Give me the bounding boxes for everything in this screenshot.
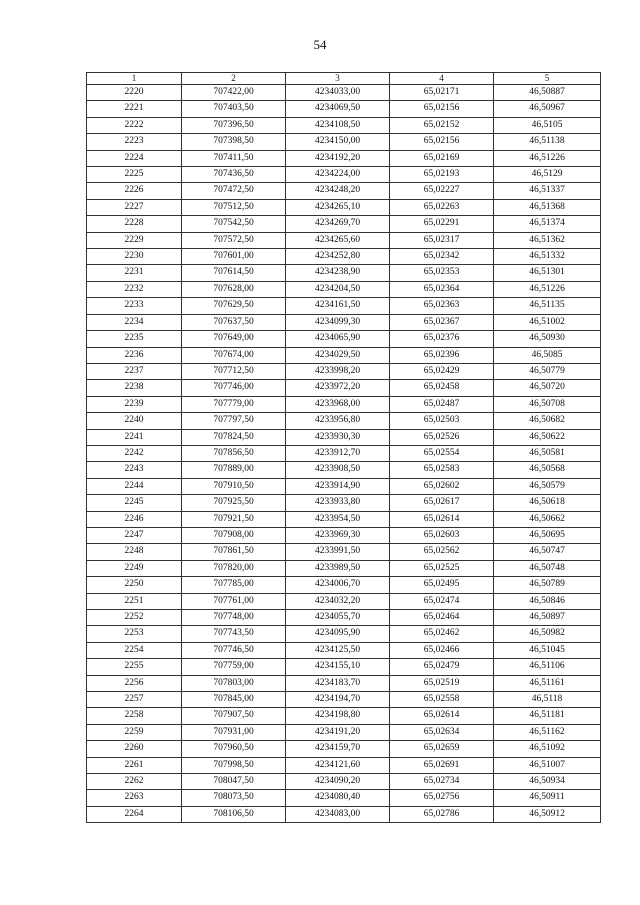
table-row <box>87 675 601 691</box>
longitude-cell: 65,02519 <box>390 675 494 691</box>
coord-y-cell: 4233954,50 <box>286 511 390 527</box>
longitude-cell: 65,02464 <box>390 610 494 626</box>
coord-x-cell: 707889,00 <box>182 462 286 478</box>
latitude-cell: 46,51162 <box>494 724 601 740</box>
table-row <box>87 265 601 281</box>
table-row <box>87 462 601 478</box>
column-header-1: 1 <box>87 73 182 85</box>
coord-x-cell: 707931,00 <box>182 724 286 740</box>
coord-y-cell: 4234204,50 <box>286 281 390 297</box>
longitude-cell: 65,02263 <box>390 199 494 215</box>
point-number-cell: 2245 <box>87 495 182 511</box>
coord-x-cell: 707797,50 <box>182 413 286 429</box>
coord-y-cell: 4234090,20 <box>286 774 390 790</box>
table-row <box>87 527 601 543</box>
point-number-cell: 2249 <box>87 560 182 576</box>
latitude-cell: 46,50748 <box>494 560 601 576</box>
table-row <box>87 544 601 560</box>
point-number-cell: 2230 <box>87 249 182 265</box>
longitude-cell: 65,02376 <box>390 331 494 347</box>
point-number-cell: 2220 <box>87 85 182 101</box>
table-row <box>87 593 601 609</box>
longitude-cell: 65,02169 <box>390 150 494 166</box>
latitude-cell: 46,50846 <box>494 593 601 609</box>
coord-x-cell: 707761,00 <box>182 593 286 609</box>
table-row <box>87 560 601 576</box>
point-number-cell: 2244 <box>87 478 182 494</box>
column-header-4: 4 <box>390 73 494 85</box>
longitude-cell: 65,02562 <box>390 544 494 560</box>
point-number-cell: 2251 <box>87 593 182 609</box>
latitude-cell: 46,50581 <box>494 445 601 461</box>
coord-y-cell: 4233930,30 <box>286 429 390 445</box>
table-header <box>87 73 601 85</box>
longitude-cell: 65,02634 <box>390 724 494 740</box>
coord-y-cell: 4234159,70 <box>286 741 390 757</box>
coord-y-cell: 4233972,20 <box>286 380 390 396</box>
point-number-cell: 2246 <box>87 511 182 527</box>
table-row <box>87 363 601 379</box>
table-row <box>87 101 601 117</box>
point-number-cell: 2248 <box>87 544 182 560</box>
point-number-cell: 2221 <box>87 101 182 117</box>
latitude-cell: 46,51301 <box>494 265 601 281</box>
point-number-cell: 2260 <box>87 741 182 757</box>
table-row <box>87 445 601 461</box>
coord-y-cell: 4233908,50 <box>286 462 390 478</box>
longitude-cell: 65,02691 <box>390 757 494 773</box>
coord-x-cell: 707748,00 <box>182 610 286 626</box>
coord-y-cell: 4234099,30 <box>286 314 390 330</box>
coord-y-cell: 4234029,50 <box>286 347 390 363</box>
coord-y-cell: 4234155,10 <box>286 659 390 675</box>
latitude-cell: 46,50897 <box>494 610 601 626</box>
coord-y-cell: 4234033,00 <box>286 85 390 101</box>
coord-y-cell: 4234269,70 <box>286 216 390 232</box>
coord-x-cell: 707820,00 <box>182 560 286 576</box>
table-row <box>87 150 601 166</box>
coord-x-cell: 707856,50 <box>182 445 286 461</box>
latitude-cell: 46,51002 <box>494 314 601 330</box>
coord-x-cell: 707403,50 <box>182 101 286 117</box>
coord-y-cell: 4234194,70 <box>286 692 390 708</box>
latitude-cell: 46,5118 <box>494 692 601 708</box>
coord-y-cell: 4233969,30 <box>286 527 390 543</box>
point-number-cell: 2252 <box>87 610 182 626</box>
table-row <box>87 511 601 527</box>
longitude-cell: 65,02171 <box>390 85 494 101</box>
latitude-cell: 46,50911 <box>494 790 601 806</box>
coord-x-cell: 707396,50 <box>182 117 286 133</box>
table-row <box>87 347 601 363</box>
coord-x-cell: 707925,50 <box>182 495 286 511</box>
point-number-cell: 2233 <box>87 298 182 314</box>
latitude-cell: 46,5085 <box>494 347 601 363</box>
table-row <box>87 85 601 101</box>
coord-x-cell: 707629,50 <box>182 298 286 314</box>
latitude-cell: 46,50912 <box>494 806 601 822</box>
table-row <box>87 790 601 806</box>
coord-x-cell: 707472,50 <box>182 183 286 199</box>
table-row <box>87 692 601 708</box>
table-row <box>87 314 601 330</box>
point-number-cell: 2237 <box>87 363 182 379</box>
point-number-cell: 2231 <box>87 265 182 281</box>
coord-x-cell: 707572,50 <box>182 232 286 248</box>
point-number-cell: 2242 <box>87 445 182 461</box>
table-row <box>87 134 601 150</box>
coord-x-cell: 707542,50 <box>182 216 286 232</box>
point-number-cell: 2236 <box>87 347 182 363</box>
table-row <box>87 199 601 215</box>
latitude-cell: 46,50934 <box>494 774 601 790</box>
coord-x-cell: 707910,50 <box>182 478 286 494</box>
longitude-cell: 65,02193 <box>390 167 494 183</box>
coord-x-cell: 707921,50 <box>182 511 286 527</box>
point-number-cell: 2234 <box>87 314 182 330</box>
table-row <box>87 117 601 133</box>
point-number-cell: 2259 <box>87 724 182 740</box>
point-number-cell: 2229 <box>87 232 182 248</box>
coord-x-cell: 708073,50 <box>182 790 286 806</box>
table-row <box>87 413 601 429</box>
coord-x-cell: 707601,00 <box>182 249 286 265</box>
longitude-cell: 65,02462 <box>390 626 494 642</box>
coord-x-cell: 707998,50 <box>182 757 286 773</box>
table-row <box>87 478 601 494</box>
longitude-cell: 65,02525 <box>390 560 494 576</box>
coord-x-cell: 707614,50 <box>182 265 286 281</box>
latitude-cell: 46,51007 <box>494 757 601 773</box>
column-header-2: 2 <box>182 73 286 85</box>
table-row <box>87 806 601 822</box>
coord-x-cell: 708106,50 <box>182 806 286 822</box>
coord-y-cell: 4233914,90 <box>286 478 390 494</box>
point-number-cell: 2253 <box>87 626 182 642</box>
longitude-cell: 65,02614 <box>390 511 494 527</box>
latitude-cell: 46,50682 <box>494 413 601 429</box>
coord-y-cell: 4234238,90 <box>286 265 390 281</box>
latitude-cell: 46,51138 <box>494 134 601 150</box>
coord-x-cell: 707674,00 <box>182 347 286 363</box>
point-number-cell: 2228 <box>87 216 182 232</box>
coord-x-cell: 707907,50 <box>182 708 286 724</box>
latitude-cell: 46,51106 <box>494 659 601 675</box>
coord-x-cell: 707824,50 <box>182 429 286 445</box>
point-number-cell: 2254 <box>87 642 182 658</box>
longitude-cell: 65,02429 <box>390 363 494 379</box>
longitude-cell: 65,02367 <box>390 314 494 330</box>
coord-x-cell: 707960,50 <box>182 741 286 757</box>
coord-y-cell: 4234252,80 <box>286 249 390 265</box>
latitude-cell: 46,51181 <box>494 708 601 724</box>
table-row <box>87 577 601 593</box>
table-row <box>87 298 601 314</box>
coord-y-cell: 4233933,80 <box>286 495 390 511</box>
coord-x-cell: 707712,50 <box>182 363 286 379</box>
table-row <box>87 708 601 724</box>
longitude-cell: 65,02786 <box>390 806 494 822</box>
point-number-cell: 2226 <box>87 183 182 199</box>
table-row <box>87 610 601 626</box>
latitude-cell: 46,50779 <box>494 363 601 379</box>
coord-x-cell: 707785,00 <box>182 577 286 593</box>
longitude-cell: 65,02526 <box>390 429 494 445</box>
latitude-cell: 46,51226 <box>494 150 601 166</box>
point-number-cell: 2239 <box>87 396 182 412</box>
coord-y-cell: 4234080,40 <box>286 790 390 806</box>
point-number-cell: 2223 <box>87 134 182 150</box>
coord-y-cell: 4233912,70 <box>286 445 390 461</box>
coord-y-cell: 4233956,80 <box>286 413 390 429</box>
coord-y-cell: 4234121,60 <box>286 757 390 773</box>
coord-x-cell: 707779,00 <box>182 396 286 412</box>
longitude-cell: 65,02152 <box>390 117 494 133</box>
longitude-cell: 65,02466 <box>390 642 494 658</box>
latitude-cell: 46,50747 <box>494 544 601 560</box>
point-number-cell: 2256 <box>87 675 182 691</box>
point-number-cell: 2222 <box>87 117 182 133</box>
table-row <box>87 232 601 248</box>
latitude-cell: 46,51332 <box>494 249 601 265</box>
coord-y-cell: 4234006,70 <box>286 577 390 593</box>
latitude-cell: 46,51092 <box>494 741 601 757</box>
point-number-cell: 2263 <box>87 790 182 806</box>
point-number-cell: 2264 <box>87 806 182 822</box>
coord-x-cell: 707411,50 <box>182 150 286 166</box>
table-row <box>87 249 601 265</box>
coord-y-cell: 4234032,20 <box>286 593 390 609</box>
longitude-cell: 65,02353 <box>390 265 494 281</box>
table-row <box>87 659 601 675</box>
longitude-cell: 65,02156 <box>390 134 494 150</box>
point-number-cell: 2227 <box>87 199 182 215</box>
table-row <box>87 380 601 396</box>
column-header-5: 5 <box>494 73 601 85</box>
coord-x-cell: 707759,00 <box>182 659 286 675</box>
longitude-cell: 65,02495 <box>390 577 494 593</box>
table-row <box>87 281 601 297</box>
point-number-cell: 2255 <box>87 659 182 675</box>
point-number-cell: 2225 <box>87 167 182 183</box>
coord-y-cell: 4233998,20 <box>286 363 390 379</box>
coord-x-cell: 708047,50 <box>182 774 286 790</box>
longitude-cell: 65,02503 <box>390 413 494 429</box>
point-number-cell: 2224 <box>87 150 182 166</box>
coord-y-cell: 4234265,10 <box>286 199 390 215</box>
latitude-cell: 46,50662 <box>494 511 601 527</box>
table-row <box>87 183 601 199</box>
coord-y-cell: 4234198,80 <box>286 708 390 724</box>
table-row <box>87 167 601 183</box>
latitude-cell: 46,51161 <box>494 675 601 691</box>
longitude-cell: 65,02458 <box>390 380 494 396</box>
point-number-cell: 2262 <box>87 774 182 790</box>
coord-y-cell: 4234192,20 <box>286 150 390 166</box>
coord-x-cell: 707422,00 <box>182 85 286 101</box>
point-number-cell: 2258 <box>87 708 182 724</box>
coord-x-cell: 707436,50 <box>182 167 286 183</box>
latitude-cell: 46,50579 <box>494 478 601 494</box>
coord-y-cell: 4234095,90 <box>286 626 390 642</box>
latitude-cell: 46,50887 <box>494 85 601 101</box>
coord-y-cell: 4234055,70 <box>286 610 390 626</box>
longitude-cell: 65,02554 <box>390 445 494 461</box>
latitude-cell: 46,51368 <box>494 199 601 215</box>
coord-y-cell: 4234065,90 <box>286 331 390 347</box>
longitude-cell: 65,02558 <box>390 692 494 708</box>
coord-x-cell: 707746,50 <box>182 642 286 658</box>
coord-x-cell: 707628,00 <box>182 281 286 297</box>
latitude-cell: 46,5129 <box>494 167 601 183</box>
coord-x-cell: 707845,00 <box>182 692 286 708</box>
point-number-cell: 2232 <box>87 281 182 297</box>
latitude-cell: 46,50720 <box>494 380 601 396</box>
coord-y-cell: 4234150,00 <box>286 134 390 150</box>
longitude-cell: 65,02659 <box>390 741 494 757</box>
latitude-cell: 46,50982 <box>494 626 601 642</box>
table-body <box>87 85 601 823</box>
header-row <box>87 73 601 85</box>
point-number-cell: 2257 <box>87 692 182 708</box>
latitude-cell: 46,51362 <box>494 232 601 248</box>
coord-y-cell: 4234224,00 <box>286 167 390 183</box>
coord-x-cell: 707512,50 <box>182 199 286 215</box>
longitude-cell: 65,02602 <box>390 478 494 494</box>
point-number-cell: 2235 <box>87 331 182 347</box>
longitude-cell: 65,02474 <box>390 593 494 609</box>
longitude-cell: 65,02227 <box>390 183 494 199</box>
coord-x-cell: 707908,00 <box>182 527 286 543</box>
coord-x-cell: 707803,00 <box>182 675 286 691</box>
table-row <box>87 495 601 511</box>
coord-y-cell: 4233989,50 <box>286 560 390 576</box>
latitude-cell: 46,50708 <box>494 396 601 412</box>
latitude-cell: 46,51045 <box>494 642 601 658</box>
longitude-cell: 65,02156 <box>390 101 494 117</box>
coord-y-cell: 4234248,20 <box>286 183 390 199</box>
table-row <box>87 331 601 347</box>
point-number-cell: 2243 <box>87 462 182 478</box>
coord-y-cell: 4234069,50 <box>286 101 390 117</box>
coord-y-cell: 4234108,50 <box>286 117 390 133</box>
longitude-cell: 65,02396 <box>390 347 494 363</box>
table-row <box>87 774 601 790</box>
longitude-cell: 65,02342 <box>390 249 494 265</box>
latitude-cell: 46,50695 <box>494 527 601 543</box>
longitude-cell: 65,02291 <box>390 216 494 232</box>
table-row <box>87 626 601 642</box>
table-row <box>87 642 601 658</box>
column-header-3: 3 <box>286 73 390 85</box>
coord-y-cell: 4234265,60 <box>286 232 390 248</box>
longitude-cell: 65,02756 <box>390 790 494 806</box>
point-number-cell: 2240 <box>87 413 182 429</box>
latitude-cell: 46,51337 <box>494 183 601 199</box>
point-number-cell: 2250 <box>87 577 182 593</box>
longitude-cell: 65,02364 <box>390 281 494 297</box>
longitude-cell: 65,02479 <box>390 659 494 675</box>
coord-y-cell: 4233968,00 <box>286 396 390 412</box>
coord-x-cell: 707398,50 <box>182 134 286 150</box>
longitude-cell: 65,02317 <box>390 232 494 248</box>
latitude-cell: 46,5105 <box>494 117 601 133</box>
coordinates-table <box>86 72 601 823</box>
latitude-cell: 46,50622 <box>494 429 601 445</box>
latitude-cell: 46,50568 <box>494 462 601 478</box>
latitude-cell: 46,50618 <box>494 495 601 511</box>
latitude-cell: 46,50789 <box>494 577 601 593</box>
table-row <box>87 216 601 232</box>
coord-x-cell: 707743,50 <box>182 626 286 642</box>
longitude-cell: 65,02614 <box>390 708 494 724</box>
coord-y-cell: 4234083,00 <box>286 806 390 822</box>
point-number-cell: 2261 <box>87 757 182 773</box>
longitude-cell: 65,02734 <box>390 774 494 790</box>
coord-y-cell: 4234161,50 <box>286 298 390 314</box>
latitude-cell: 46,50930 <box>494 331 601 347</box>
latitude-cell: 46,51374 <box>494 216 601 232</box>
coord-x-cell: 707649,00 <box>182 331 286 347</box>
page-number: 54 <box>313 37 327 52</box>
latitude-cell: 46,50967 <box>494 101 601 117</box>
longitude-cell: 65,02487 <box>390 396 494 412</box>
table-row <box>87 429 601 445</box>
coord-y-cell: 4234183,70 <box>286 675 390 691</box>
coord-y-cell: 4233991,50 <box>286 544 390 560</box>
latitude-cell: 46,51226 <box>494 281 601 297</box>
table-row <box>87 741 601 757</box>
longitude-cell: 65,02363 <box>390 298 494 314</box>
table-row <box>87 757 601 773</box>
point-number-cell: 2238 <box>87 380 182 396</box>
longitude-cell: 65,02603 <box>390 527 494 543</box>
coord-y-cell: 4234125,50 <box>286 642 390 658</box>
longitude-cell: 65,02617 <box>390 495 494 511</box>
coord-x-cell: 707637,50 <box>182 314 286 330</box>
table-row <box>87 396 601 412</box>
coord-y-cell: 4234191,20 <box>286 724 390 740</box>
point-number-cell: 2247 <box>87 527 182 543</box>
coord-x-cell: 707861,50 <box>182 544 286 560</box>
point-number-cell: 2241 <box>87 429 182 445</box>
latitude-cell: 46,51135 <box>494 298 601 314</box>
table-row <box>87 724 601 740</box>
longitude-cell: 65,02583 <box>390 462 494 478</box>
coord-x-cell: 707746,00 <box>182 380 286 396</box>
